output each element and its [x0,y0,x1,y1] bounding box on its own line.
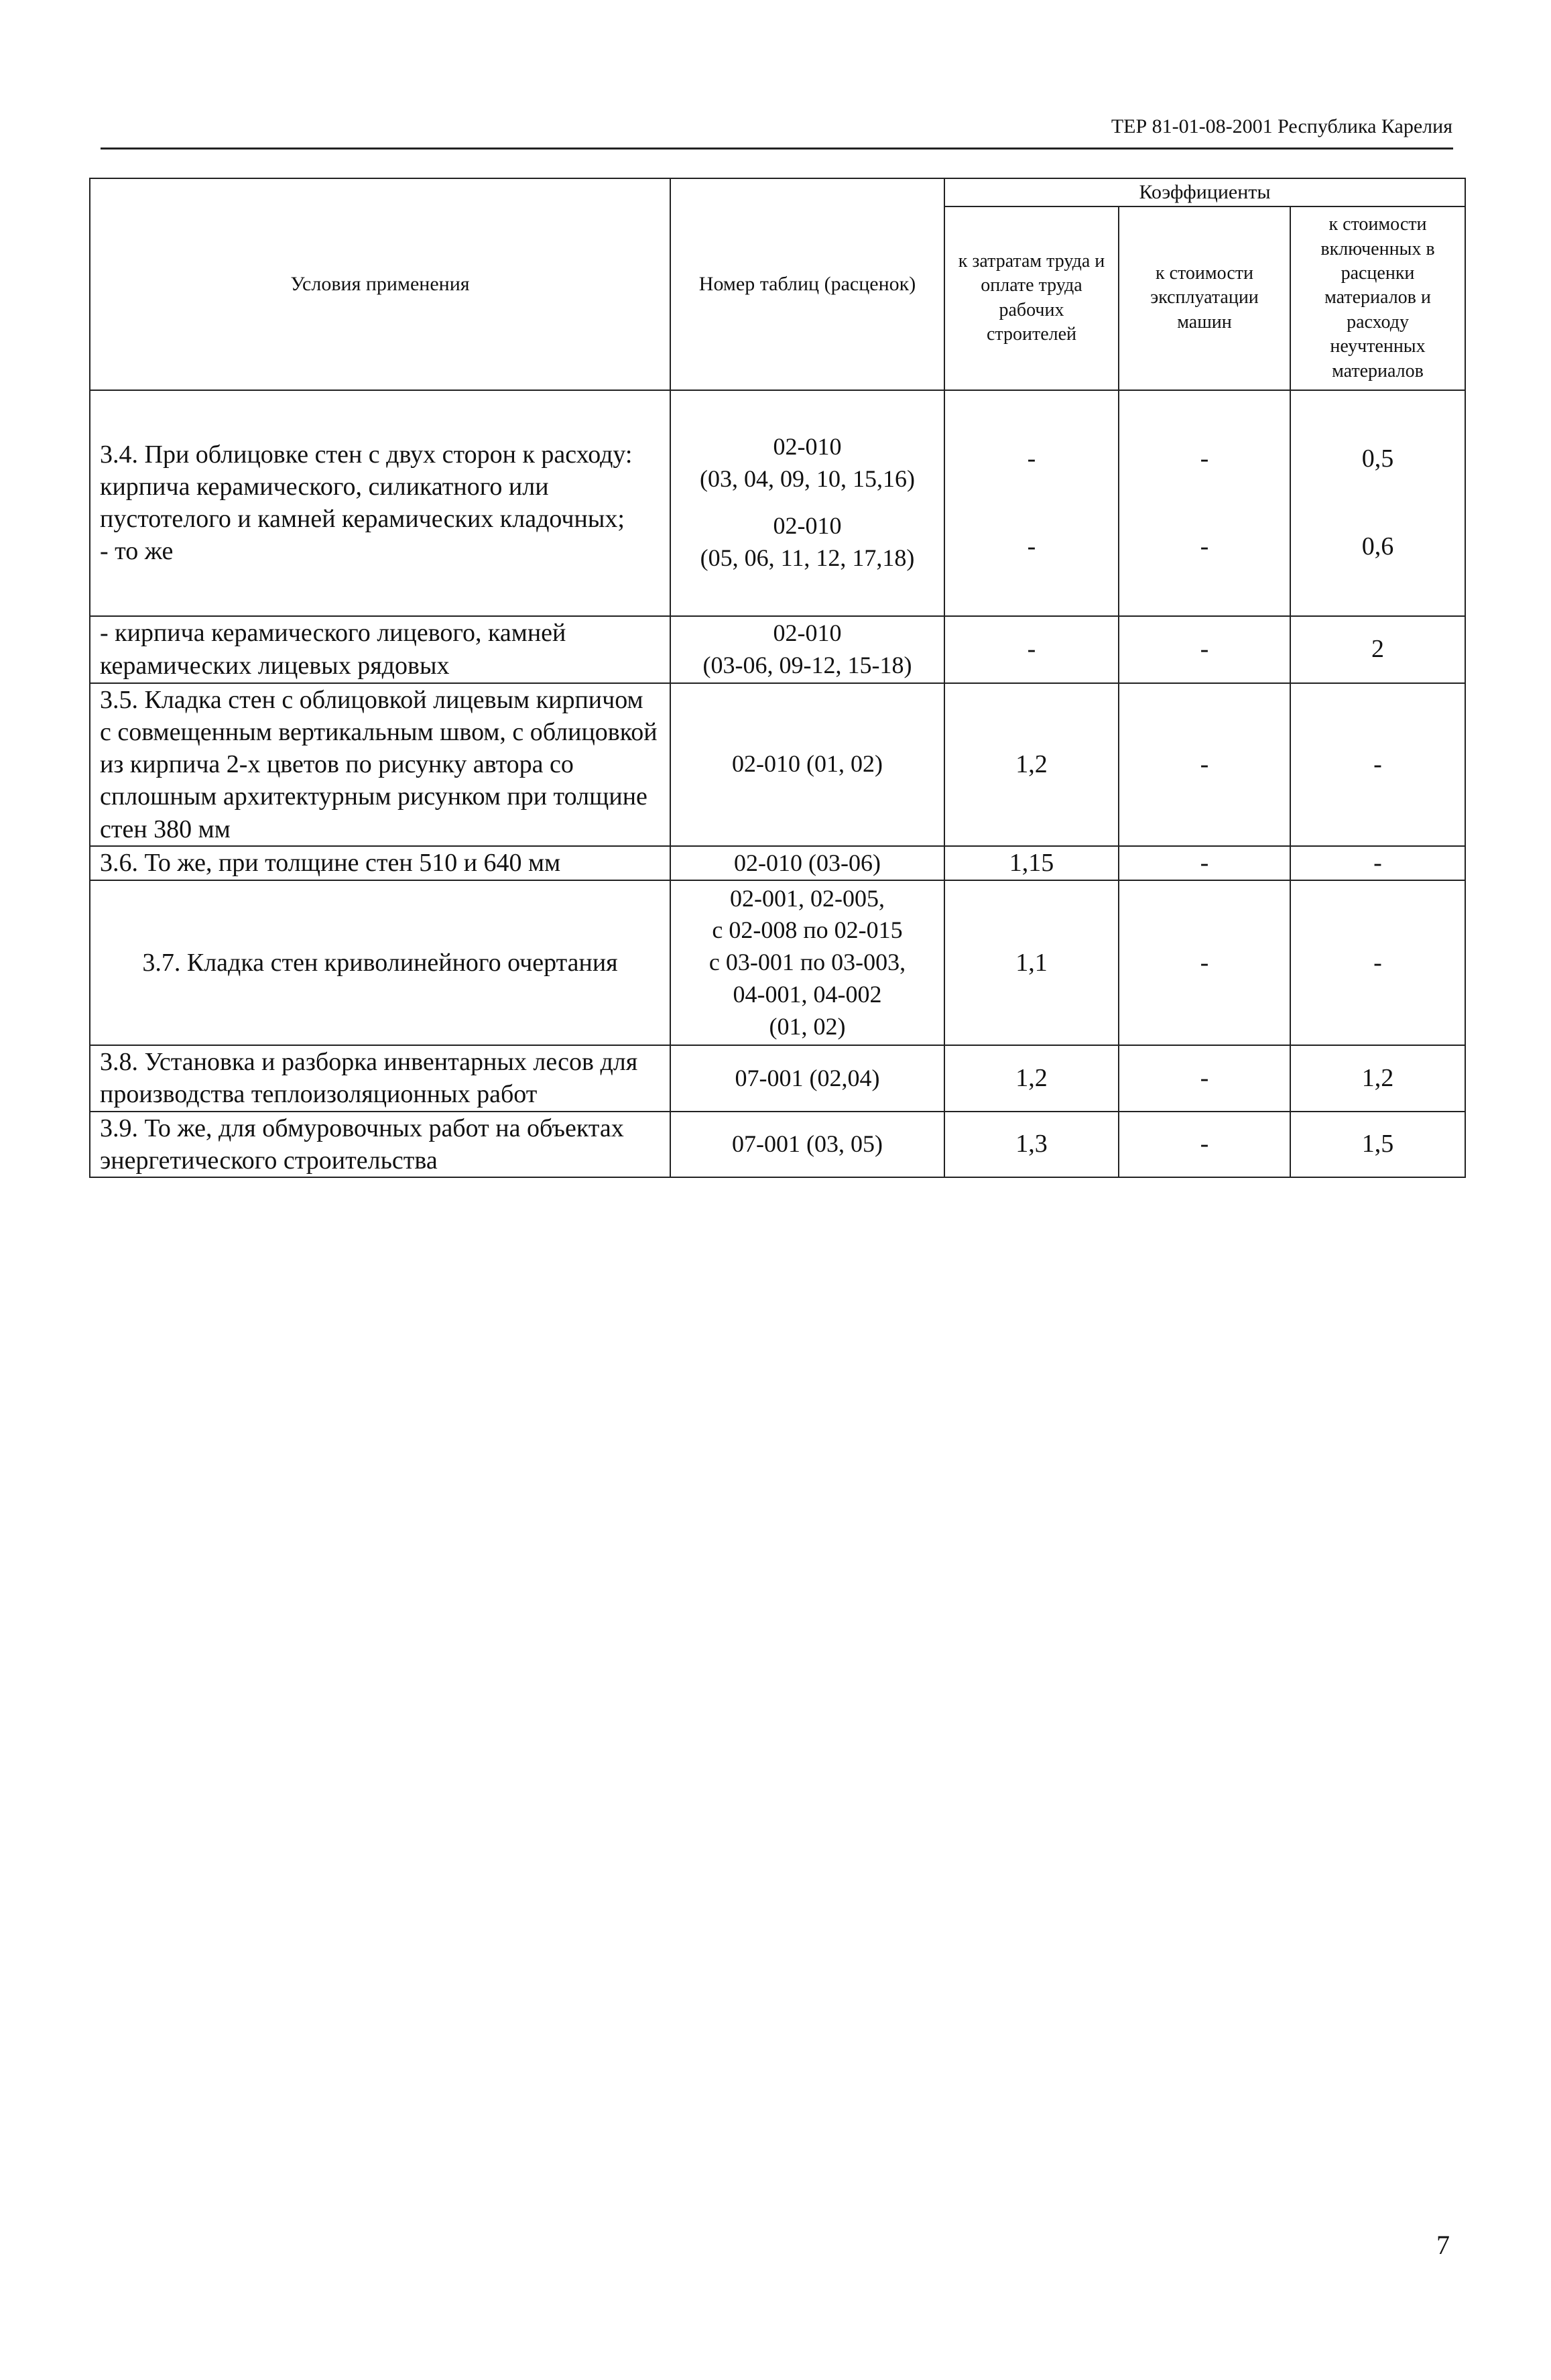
condition-cell: 3.5. Кладка стен с облицовкой лицевым кирпичом с совмещенным вертикальным швом, с облицовкой из кирпича 2-х цветов по рисунку автора со сплошным архитектурным рисунком при толщине стен 380 мм [90,683,670,846]
table-number-cell [670,390,944,616]
header-table-numbers: Номер таблиц (расценок) [670,178,944,390]
machines-value: - [1200,532,1209,561]
header-conditions: Условия применения [90,178,670,390]
table-number: 02-010 [773,619,842,646]
labor-value: 1,3 [944,1112,1119,1178]
table-number: 02-010 (03-06) [670,846,944,880]
table-number: 07-001 (03, 05) [670,1112,944,1178]
materials-value: - [1290,683,1465,846]
materials-value: 1,5 [1290,1112,1465,1178]
labor-value: - [944,616,1119,683]
table-row [90,1045,1465,1112]
machines-value: - [1119,1112,1290,1178]
condition-cell: 3.9. То же, для обмуровочных работ на объектах энергетического строительства [90,1112,670,1178]
header-labor: к затратам труда и оплате труда рабочих строителей [944,206,1119,390]
header-machines: к стоимости эксплуатации машин [1119,206,1290,390]
table-number: 04-001, 04-002 [733,981,882,1008]
table-row [90,616,1465,683]
table-number-cell [670,616,944,683]
table-row [90,846,1465,880]
condition-text: кирпича керамического, силикатного или пустотелого и камней керамических кладочных; [100,472,625,534]
materials-value: 2 [1290,616,1465,683]
table-number: 02-001, 02-005, [730,884,885,912]
table-row [90,1112,1465,1178]
condition-cell [90,390,670,616]
table-number: (05, 06, 11, 12, 17,18) [700,544,915,571]
machines-value: - [1200,444,1209,473]
labor-value: 1,2 [944,683,1119,846]
table-number-cell [670,880,944,1045]
table-number: (03, 04, 09, 10, 15,16) [700,465,915,493]
table-number: 02-010 [773,433,842,461]
table-number: (03-06, 09-12, 15-18) [702,651,912,678]
labor-value: 1,2 [944,1045,1119,1112]
materials-value: 0,6 [1361,532,1394,561]
condition-cell: 3.8. Установка и разборка инвентарных лесов для производства теплоизоляционных работ [90,1045,670,1112]
materials-cell [1290,390,1465,616]
materials-value: - [1290,846,1465,880]
machines-value: - [1119,616,1290,683]
labor-cell [944,390,1119,616]
header-coefficients: Коэффициенты [944,178,1465,206]
condition-cell: 3.7. Кладка стен криволинейного очертания [90,880,670,1045]
condition-cell: - кирпича керамического лицевого, камней керамических лицевых рядовых [90,616,670,683]
machines-value: - [1119,683,1290,846]
materials-value: - [1290,880,1465,1045]
machines-cell [1119,390,1290,616]
table-row [90,683,1465,846]
page-number: 7 [1436,2230,1450,2260]
labor-value: 1,1 [944,880,1119,1045]
table-row [90,390,1465,616]
header-rule [101,147,1453,150]
table-number: 02-010 [773,512,842,540]
condition-title: 3.4. При облицовке стен с двух сторон к расходу: [100,440,633,469]
table-number: 07-001 (02,04) [670,1045,944,1112]
labor-value: - [1027,444,1036,473]
labor-value: 1,15 [944,846,1119,880]
materials-value: 1,2 [1290,1045,1465,1112]
machines-value: - [1119,880,1290,1045]
machines-value: - [1119,846,1290,880]
condition-cell: 3.6. То же, при толщине стен 510 и 640 мм [90,846,670,880]
document-header: ТЕР 81-01-08-2001 Республика Карелия [1111,115,1452,137]
table-number: с 02-008 по 02-015 [712,916,903,944]
materials-value: 0,5 [1361,444,1394,473]
condition-text: - то же [100,537,174,566]
header-materials: к стоимости включенных в расценки материалов и расходу неучтенных материалов [1290,206,1465,390]
table-number: (01, 02) [769,1013,846,1040]
table-number: 02-010 (01, 02) [670,683,944,846]
labor-value: - [1027,532,1036,561]
machines-value: - [1119,1045,1290,1112]
table-number: с 03-001 по 03-003, [708,949,906,976]
table-row [90,880,1465,1045]
coefficients-table [89,178,1466,1178]
